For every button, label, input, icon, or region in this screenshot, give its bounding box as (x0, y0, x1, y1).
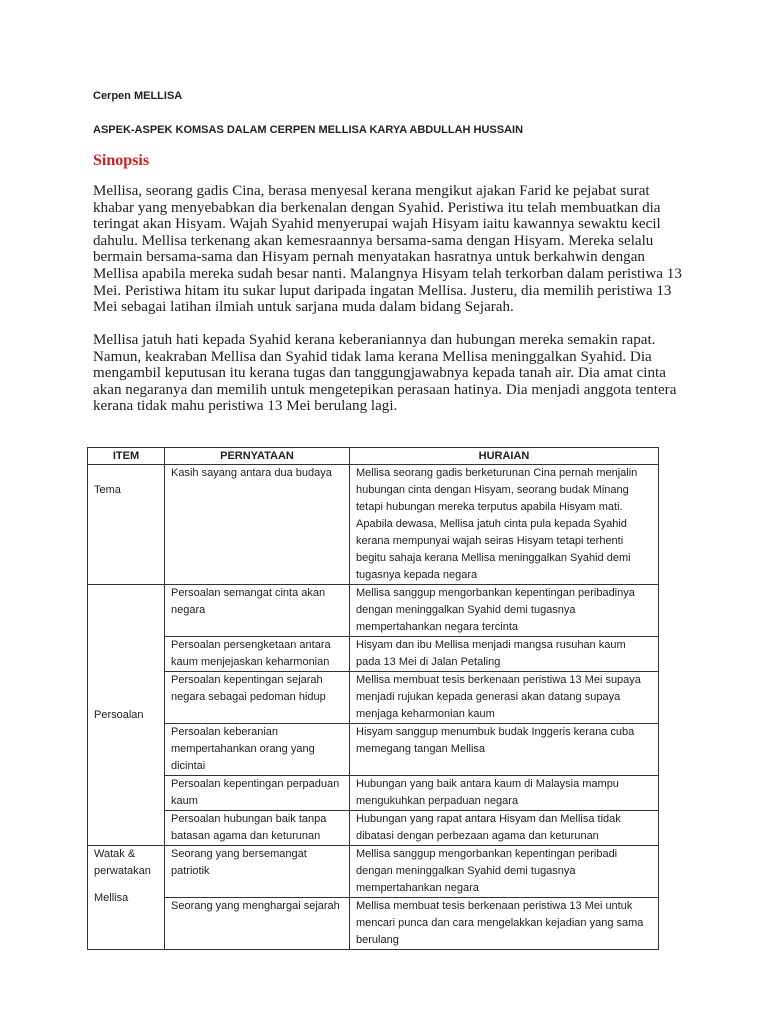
table-row (88, 898, 659, 950)
huraian-cell: Hubungan yang rapat antara Hisyam dan Mellisa tidak dibatasi dengan perbezaan agama dan keturunan (350, 811, 659, 846)
table-row (88, 637, 659, 672)
pernyataan-cell: Persoalan hubungan baik tanpa batasan agama dan keturunan (165, 811, 350, 846)
item-label: Tema (94, 484, 121, 496)
huraian-cell: Mellisa sanggup mengorbankan kepentingan peribadi dengan meninggalkan Syahid demi tugasnya mempertahankan negara (350, 846, 659, 898)
document-title: Cerpen MELLISA (93, 90, 183, 102)
item-tema (88, 465, 165, 585)
pernyataan-cell: Persoalan semangat cinta akan negara (165, 585, 350, 637)
header-huraian: HURAIAN (350, 448, 659, 465)
huraian-cell: Hubungan yang baik antara kaum di Malaysia mampu mengukuhkan perpaduan negara (350, 776, 659, 811)
document-subtitle: ASPEK-ASPEK KOMSAS DALAM CERPEN MELLISA KARYA ABDULLAH HUSSAIN (93, 124, 524, 136)
item-persoalan (88, 585, 165, 846)
table-row (88, 846, 659, 898)
pernyataan-cell: Persoalan persengketaan antara kaum menjejaskan keharmonian (165, 637, 350, 672)
huraian-cell: Hisyam dan ibu Mellisa menjadi mangsa rusuhan kaum pada 13 Mei di Jalan Petaling (350, 637, 659, 672)
huraian-cell: Hisyam sanggup menumbuk budak Inggeris kerana cuba memegang tangan Mellisa (350, 724, 659, 776)
table-row (88, 585, 659, 637)
pernyataan-cell: Persoalan kepentingan sejarah negara sebagai pedoman hidup (165, 672, 350, 724)
table-header-row (88, 448, 659, 465)
pernyataan-cell: Seorang yang menghargai sejarah (165, 898, 350, 950)
header-item: ITEM (88, 448, 165, 465)
pernyataan-cell: Seorang yang bersemangat patriotik (165, 846, 350, 898)
huraian-cell: Mellisa membuat tesis berkenaan peristiwa 13 Mei untuk mencari punca dan cara mengelakkan kejadian yang sama berulang (350, 898, 659, 950)
aspects-table (87, 447, 659, 950)
pernyataan-cell: Kasih sayang antara dua budaya (165, 465, 350, 585)
item-label-line1: Watak & (94, 848, 136, 860)
huraian-cell: Mellisa seorang gadis berketurunan Cina pernah menjalin hubungan cinta dengan Hisyam, seorang budak Minang tetapi hubungan mereka terputus apabila Hisyam mati. Apabila dewasa, Mellisa jatuh cinta pula kepada Syahid kerana mempunyai wajah seiras Hisyam tetapi terhenti begitu sahaja kerana Mellisa meninggalkan Syahid demi tugasnya kepada negara (350, 465, 659, 585)
pernyataan-cell: Persoalan kepentingan perpaduan kaum (165, 776, 350, 811)
table-row (88, 465, 659, 585)
item-label: Persoalan (94, 708, 144, 721)
table-row (88, 776, 659, 811)
header-pernyataan: PERNYATAAN (165, 448, 350, 465)
synopsis-paragraph-1: Mellisa, seorang gadis Cina, berasa menyesal kerana mengikut ajakan Farid ke pejabat surat khabar yang menyebabkan dia berkenalan dengan Syahid. Peristiwa itu telah membuatkan dia teringat akan Hisyam. Wajah Syahid menyerupai wajah Hisyam iaitu kawannya sewaktu kecil dahulu. Mellisa terkenang akan kemesraannya bersama-sama dengan Hisyam. Mereka selalu bermain bersama-sama dan Hisyam pernah menyatakan hasratnya untuk berkahwin dengan Mellisa apabila mereka sudah besar nanti. Malangnya Hisyam telah terkorban dalam peristiwa 13 Mei. Peristiwa hitam itu sukar luput daripada ingatan Mellisa. Justeru, dia memilih peristiwa 13 Mei sebagai latihan ilmiah untuk sarjana muda dalam bidang Sejarah. (93, 183, 682, 316)
table-row (88, 672, 659, 724)
item-label-line2: perwatakan (94, 865, 151, 877)
section-heading-sinopsis: Sinopsis (93, 152, 150, 169)
table-row (88, 811, 659, 846)
synopsis-paragraph-2: Mellisa jatuh hati kepada Syahid kerana keberaniannya dan hubungan mereka semakin rapat. Namun, keakraban Mellisa dan Syahid tidak lama kerana Mellisa meninggalkan Syahid. Dia mengambil keputusan itu kerana tugas dan tanggungjawabnya kepada tanah air. Dia amat cinta akan negaranya dan memilih untuk mengetepikan perasaan hatinya. Dia menjadi anggota tentera kerana tidak mahu peristiwa 13 Mei berulang lagi. (93, 332, 677, 415)
pernyataan-cell: Persoalan keberanian mempertahankan orang yang dicintai (165, 724, 350, 776)
item-watak-perwatakan (88, 846, 165, 950)
huraian-cell: Mellisa membuat tesis berkenaan peristiwa 13 Mei supaya menjadi rujukan kepada generasi akan datang supaya menjaga keharmonian kaum (350, 672, 659, 724)
table-row (88, 724, 659, 776)
huraian-cell: Mellisa sanggup mengorbankan kepentingan peribadinya dengan meninggalkan Syahid demi tugasnya mempertahankan negara tercinta (350, 585, 659, 637)
item-character-name: Mellisa (94, 892, 129, 904)
